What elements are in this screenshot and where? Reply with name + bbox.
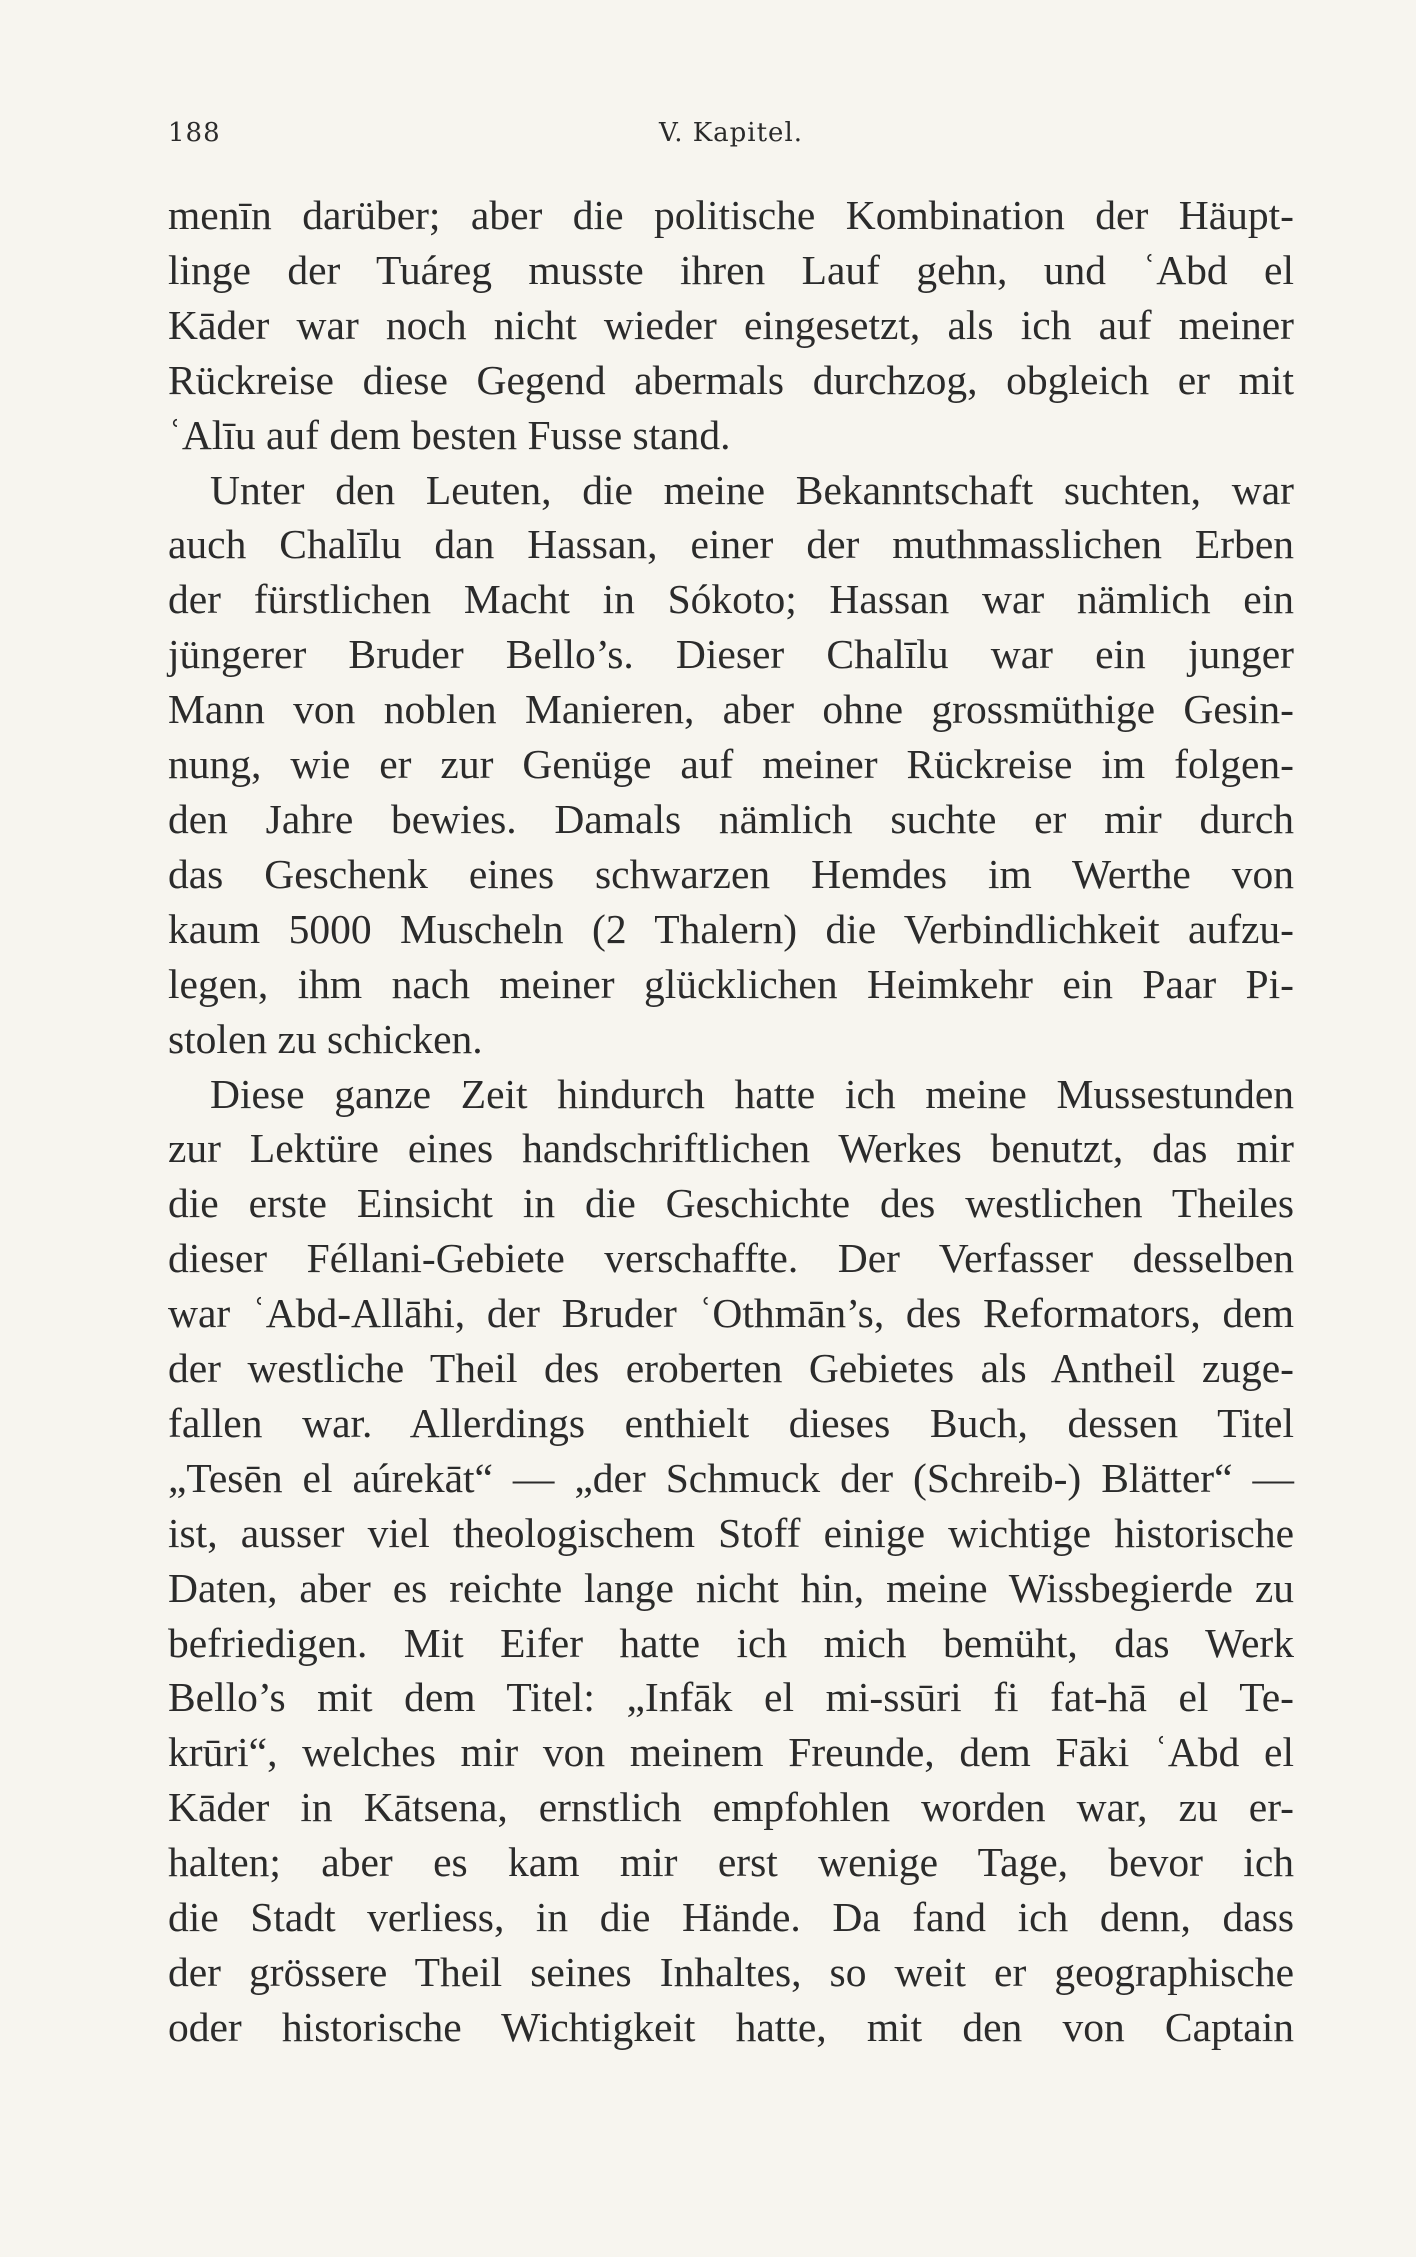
text-line: kaum 5000 Muscheln (2 Thalern) die Verbindlichkeit aufzu- bbox=[168, 905, 1294, 952]
text-line: Kāder in Kātsena, ernstlich empfohlen worden war, zu er- bbox=[168, 1784, 1294, 1831]
text-line: zur Lektüre eines handschriftlichen Werkes benutzt, das mir bbox=[168, 1125, 1294, 1172]
text-line: „Tesēn el aúrekāt“ — „der Schmuck der (Schreib-) Blätter“ — bbox=[168, 1454, 1294, 1501]
text-line: krūri“, welches mir von meinem Freunde, dem Fāki ʿAbd el bbox=[168, 1729, 1294, 1776]
text-line: der westliche Theil des eroberten Gebietes als Antheil zuge- bbox=[168, 1345, 1294, 1392]
text-line: Diese ganze Zeit hindurch hatte ich meine Mussestunden bbox=[210, 1070, 1294, 1117]
text-line: die erste Einsicht in die Geschichte des westlichen Theiles bbox=[168, 1180, 1294, 1227]
text-line: linge der Tuáreg musste ihren Lauf gehn, und ʿAbd el bbox=[168, 246, 1294, 293]
text-line: der fürstlichen Macht in Sókoto; Hassan war nämlich ein bbox=[168, 576, 1294, 623]
text-line: legen, ihm nach meiner glücklichen Heimkehr ein Paar Pi- bbox=[168, 960, 1294, 1007]
text-line: befriedigen. Mit Eifer hatte ich mich bemüht, das Werk bbox=[168, 1619, 1294, 1666]
text-line: halten; aber es kam mir erst wenige Tage, bevor ich bbox=[168, 1839, 1294, 1886]
text-line: Rückreise diese Gegend abermals durchzog, obgleich er mit bbox=[168, 356, 1294, 403]
text-line: oder historische Wichtigkeit hatte, mit den von Captain bbox=[168, 2003, 1294, 2050]
text-line: Unter den Leuten, die meine Bekanntschaft suchten, war bbox=[210, 466, 1294, 513]
text-line: war ʿAbd-Allāhi, der Bruder ʿOthmān’s, des Reformators, dem bbox=[168, 1290, 1294, 1337]
text-line: Kāder war noch nicht wieder eingesetzt, als ich auf meiner bbox=[168, 301, 1294, 348]
text-line: der grössere Theil seines Inhaltes, so weit er geographische bbox=[168, 1949, 1294, 1995]
text-line: jüngerer Bruder Bello’s. Dieser Chalīlu war ein junger bbox=[168, 631, 1294, 678]
body-text bbox=[168, 188, 1294, 2055]
text-line: Daten, aber es reichte lange nicht hin, meine Wissbegierde zu bbox=[168, 1564, 1294, 1611]
text-line: ist, ausser viel theologischem Stoff einige wichtige historische bbox=[168, 1509, 1294, 1556]
text-line: Bello’s mit dem Titel: „Infāk el mi-ssūri fi fat-hā el Te- bbox=[168, 1674, 1294, 1721]
text-line: den Jahre bewies. Damals nämlich suchte er mir durch bbox=[168, 795, 1294, 842]
text-line: stolen zu schicken. bbox=[168, 1015, 483, 1062]
text-line: die Stadt verliess, in die Hände. Da fand ich denn, dass bbox=[168, 1894, 1294, 1941]
text-line: ʿAlīu auf dem besten Fusse stand. bbox=[168, 411, 731, 458]
text-line: fallen war. Allerdings enthielt dieses Buch, dessen Titel bbox=[168, 1399, 1294, 1446]
text-line: das Geschenk eines schwarzen Hemdes im Werthe von bbox=[168, 850, 1294, 897]
text-line: menīn darüber; aber die politische Kombination der Häupt- bbox=[168, 192, 1294, 238]
running-title: V. Kapitel. bbox=[658, 118, 804, 148]
text-line: Mann von noblen Manieren, aber ohne grossmüthige Gesin- bbox=[168, 686, 1294, 733]
page-header bbox=[168, 118, 1294, 168]
text-line: auch Chalīlu dan Hassan, einer der muthmasslichen Erben bbox=[168, 521, 1294, 568]
book-page bbox=[168, 118, 1294, 2078]
page-number: 188 bbox=[168, 118, 221, 148]
text-line: dieser Féllani-Gebiete verschaffte. Der Verfasser desselben bbox=[168, 1235, 1294, 1282]
text-line: nung, wie er zur Genüge auf meiner Rückreise im folgen- bbox=[168, 741, 1294, 788]
